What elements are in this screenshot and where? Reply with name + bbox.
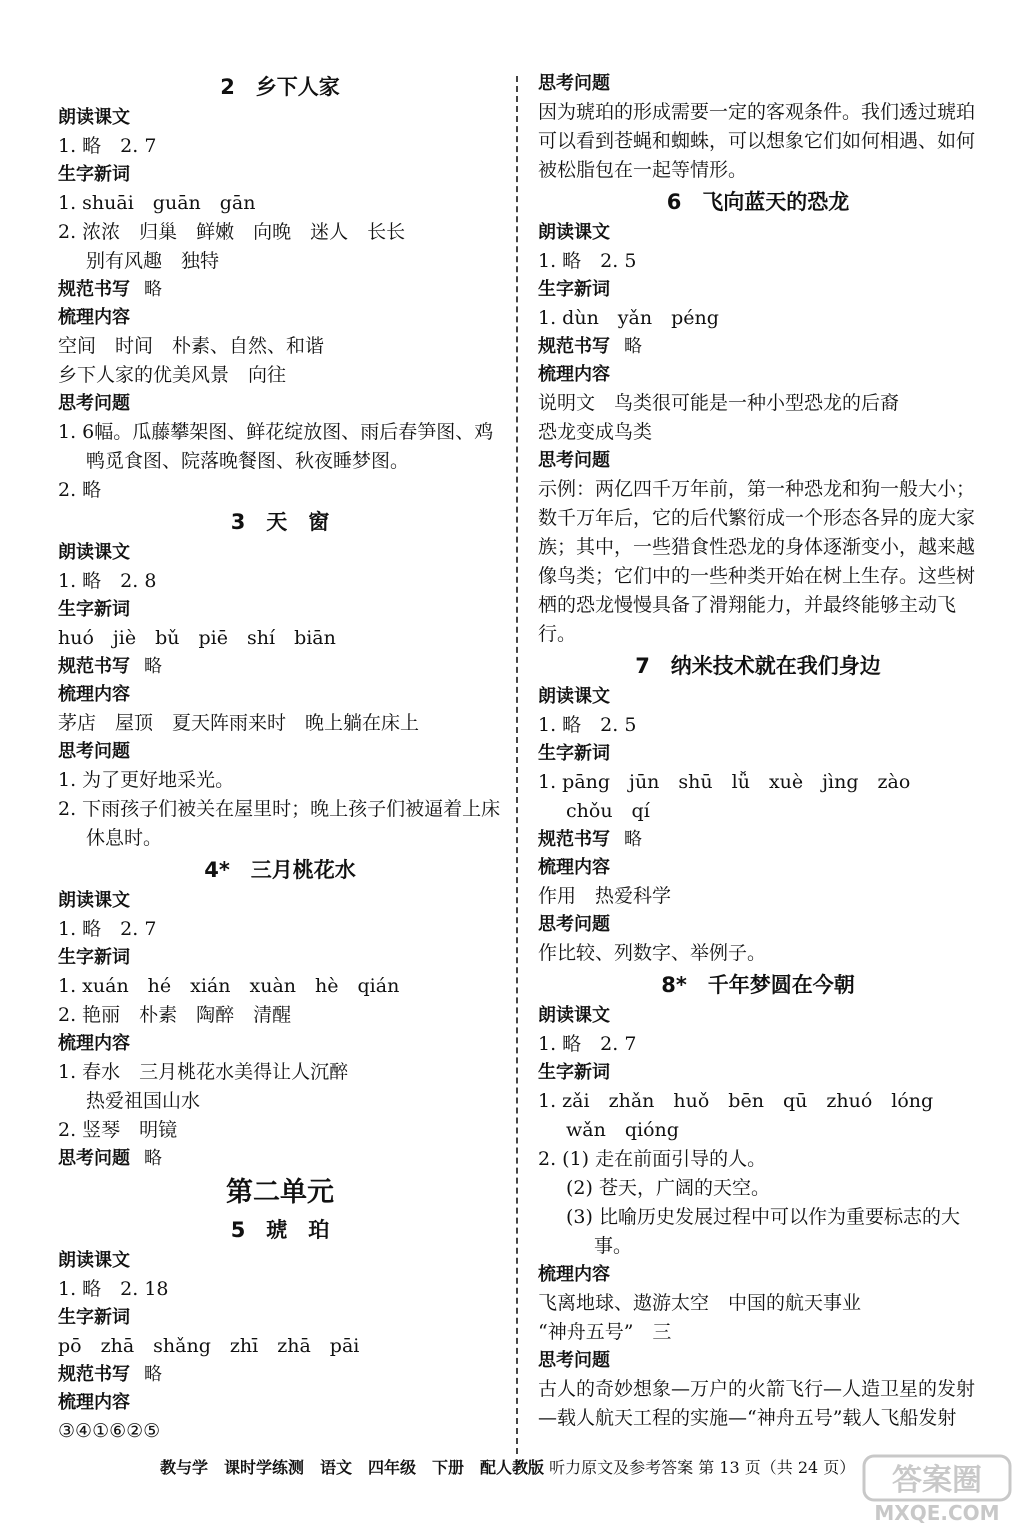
l7-writing-label: 规范书写 [538, 829, 610, 850]
l7-sort-1: 作用 热爱科学 [538, 885, 672, 907]
l2-think-heading: 思考问题 [58, 393, 130, 414]
l5-sort-1: ③④①⑥②⑤ [58, 1420, 161, 1442]
l4-sort-2: 2. 竖琴 明镜 [58, 1119, 178, 1141]
watermark-text-bottom: MXQE.COM [874, 1501, 1000, 1524]
l5-sort-heading: 梳理内容 [58, 1392, 130, 1413]
l5-read-heading: 朗读课文 [58, 1250, 130, 1271]
l8-sort-heading: 梳理内容 [538, 1264, 610, 1285]
l8-new-words-1a: 1. zǎi zhǎn huǒ bēn qū zhuó lóng [538, 1090, 934, 1112]
l8-think-heading: 思考问题 [538, 1350, 610, 1371]
l4-think-answer: 略 [144, 1148, 162, 1169]
l5-new-words-heading: 生字新词 [58, 1307, 130, 1328]
l3-think-2: 2. 下雨孩子们被关在屋里时；晚上孩子们被逼着上床休息时。 [58, 798, 501, 849]
l6-read-heading: 朗读课文 [538, 222, 610, 243]
l6-think-heading: 思考问题 [538, 450, 610, 471]
footer-section: 听力原文及参考答案 [549, 1458, 694, 1477]
lesson-7-title: 7 纳米技术就在我们身边 [635, 654, 881, 678]
l2-new-words-heading: 生字新词 [58, 164, 130, 185]
l3-read-heading: 朗读课文 [58, 542, 130, 563]
page-footer [160, 1456, 855, 1480]
l6-think-1: 示例：两亿四千万年前，第一种恐龙和狗一般大小；数千万年后，它的后代繁衍成一个形态各异的庞大家族；其中，一些猎食性恐龙的身体逐渐变小，越来越像鸟类；它们中的一些种类开始在树上生存。这些树栖的恐龙慢慢具备了滑翔能力，并最终能够主动飞行。 [538, 478, 976, 645]
l2-think-1: 1. 6幅。瓜藤攀架图、鲜花绽放图、雨后春笋图、鸡鸭觅食图、院落晚餐图、秋夜睡梦图。 [58, 421, 494, 472]
footer-series: 教与学 课时学练测 语文 四年级 下册 配人教版 [160, 1458, 545, 1477]
l8-read-heading: 朗读课文 [538, 1005, 610, 1026]
l5-think-heading: 思考问题 [538, 73, 610, 94]
lesson-6-title: 6 飞向蓝天的恐龙 [666, 190, 850, 214]
l5-new-words-1: pō zhā shǎng zhī zhā pāi [58, 1335, 360, 1357]
l5-writing-label: 规范书写 [58, 1364, 130, 1385]
l4-sort-heading: 梳理内容 [58, 1033, 130, 1054]
l6-sort-1: 说明文 鸟类很可能是一种小型恐龙的后裔 [538, 392, 900, 414]
lesson-3-title: 3 天 窗 [230, 510, 330, 534]
l2-new-words-1: 1. shuāi guān gān [58, 192, 256, 214]
l6-sort-2: 恐龙变成鸟类 [538, 421, 653, 443]
unit-2-title: 第二单元 [226, 1177, 334, 1208]
l3-new-words-heading: 生字新词 [58, 599, 130, 620]
l3-writing-answer: 略 [144, 656, 162, 677]
l8-new-words-heading: 生字新词 [538, 1062, 610, 1083]
l8-sort-2: “神舟五号” 三 [538, 1321, 672, 1343]
l4-new-words-2: 2. 艳丽 朴素 陶醉 清醒 [58, 1004, 292, 1026]
l4-read-answer: 1. 略 2. 7 [58, 918, 157, 940]
l8-new-words-2a: 2. (1) 走在前面引导的人。 [538, 1148, 767, 1170]
l6-writing-heading [538, 333, 978, 361]
l8-read-answer: 1. 略 2. 7 [538, 1033, 637, 1055]
l8-think-1: 古人的奇妙想象—万户的火箭飞行—人造卫星的发射—载人航天工程的实施—“神舟五号”载人飞船发射 [538, 1378, 976, 1429]
l4-read-heading: 朗读课文 [58, 890, 130, 911]
l2-writing-heading [58, 276, 502, 304]
l8-new-words-1b: wǎn qióng [566, 1119, 679, 1141]
l4-new-words-1: 1. xuán hé xián xuàn hè qián [58, 975, 400, 997]
l5-writing-answer: 略 [144, 1364, 162, 1385]
l6-writing-answer: 略 [624, 336, 642, 357]
l7-new-words-1b: chǒu qí [566, 800, 650, 822]
l2-writing-label: 规范书写 [58, 279, 130, 300]
l2-sort-2: 乡下人家的优美风景 向往 [58, 364, 287, 386]
l3-new-words-1: huó jiè bǔ piē shí biān [58, 627, 336, 649]
l7-read-heading: 朗读课文 [538, 686, 610, 707]
l3-sort-1: 茅店 屋顶 夏天阵雨来时 晚上躺在床上 [58, 712, 420, 734]
l7-think-1: 作比较、列数字、举例子。 [538, 942, 767, 964]
l8-new-words-2b: (2) 苍天，广阔的天空。 [566, 1177, 770, 1199]
lesson-2-title: 2 乡下人家 [220, 75, 340, 99]
l7-writing-answer: 略 [624, 829, 642, 850]
l6-new-words-heading: 生字新词 [538, 279, 610, 300]
l5-think-1: 因为琥珀的形成需要一定的客观条件。我们透过琥珀可以看到苍蝇和蜘蛛，可以想象它们如何相遇、如何被松脂包在一起等情形。 [538, 101, 976, 181]
l7-new-words-1a: 1. pāng jūn shū lǚ xuè jìng zào [538, 771, 911, 793]
l7-new-words-heading: 生字新词 [538, 743, 610, 764]
l3-writing-heading [58, 653, 502, 681]
watermark-text-top: 答案圈 [892, 1463, 982, 1498]
l2-writing-answer: 略 [144, 279, 162, 300]
l5-read-answer: 1. 略 2. 18 [58, 1278, 169, 1300]
lesson-4-title: 4* 三月桃花水 [204, 858, 356, 882]
footer-page-number: 第 13 页（共 24 页） [698, 1458, 856, 1477]
l6-sort-heading: 梳理内容 [538, 364, 610, 385]
l2-new-words-2a: 2. 浓浓 归巢 鲜嫩 向晚 迷人 长长 [58, 221, 406, 243]
lesson-8-title: 8* 千年梦圆在今朝 [661, 973, 855, 997]
l5-writing-heading [58, 1361, 502, 1389]
l7-writing-heading [538, 826, 978, 854]
l6-new-words-1: 1. dùn yǎn péng [538, 307, 719, 329]
l7-think-heading: 思考问题 [538, 914, 610, 935]
l8-new-words-2c: (3) 比喻历史发展过程中可以作为重要标志的大事。 [566, 1206, 960, 1257]
l3-think-heading: 思考问题 [58, 741, 130, 762]
l2-read-answer: 1. 略 2. 7 [58, 135, 157, 157]
column-divider [516, 76, 518, 1454]
lesson-5-title: 5 琥 珀 [230, 1218, 330, 1242]
l8-sort-1: 飞离地球、遨游太空 中国的航天事业 [538, 1292, 862, 1314]
right-column [538, 70, 978, 1433]
l4-think-label: 思考问题 [58, 1148, 130, 1169]
l2-sort-1: 空间 时间 朴素、自然、和谐 [58, 335, 325, 357]
l6-read-answer: 1. 略 2. 5 [538, 250, 637, 272]
l7-read-answer: 1. 略 2. 5 [538, 714, 637, 736]
l2-read-heading: 朗读课文 [58, 107, 130, 128]
l3-think-1: 1. 为了更好地采光。 [58, 769, 235, 791]
l4-think-heading [58, 1145, 502, 1173]
l2-sort-heading: 梳理内容 [58, 307, 130, 328]
l2-new-words-2b: 别有风趣 独特 [86, 250, 220, 272]
l3-sort-heading: 梳理内容 [58, 684, 130, 705]
l4-new-words-heading: 生字新词 [58, 947, 130, 968]
l6-writing-label: 规范书写 [538, 336, 610, 357]
l7-sort-heading: 梳理内容 [538, 857, 610, 878]
l3-writing-label: 规范书写 [58, 656, 130, 677]
l4-sort-1a: 1. 春水 三月桃花水美得让人沉醉 [58, 1061, 349, 1083]
l3-read-answer: 1. 略 2. 8 [58, 570, 157, 592]
left-column [58, 70, 502, 1446]
watermark-logo [862, 1454, 1012, 1524]
l4-sort-1b: 热爱祖国山水 [86, 1090, 201, 1112]
l2-think-2: 2. 略 [58, 479, 102, 501]
